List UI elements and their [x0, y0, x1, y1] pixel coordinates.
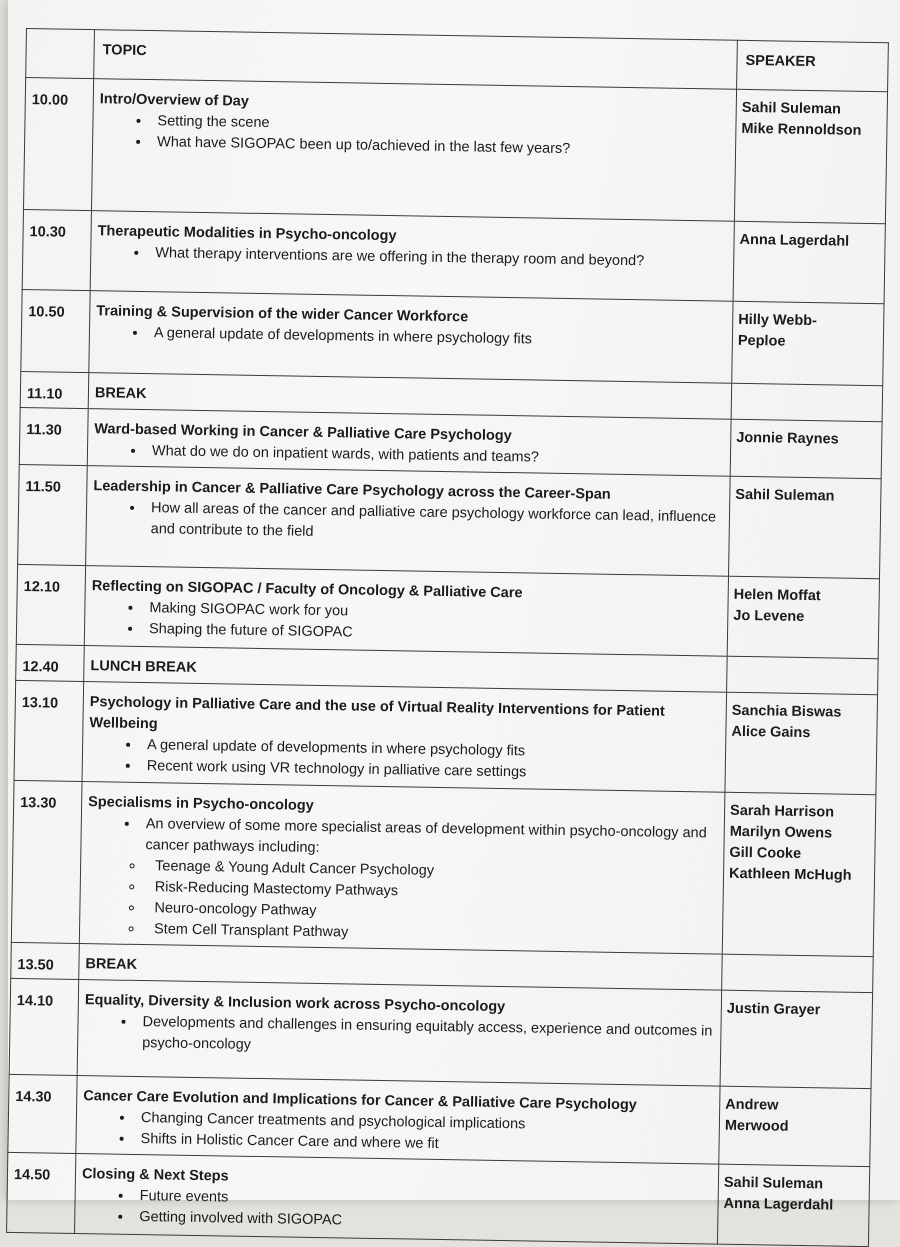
time-column-header	[26, 29, 95, 79]
session-bullet: • Getting involved with SIGOPAC	[133, 1207, 709, 1238]
printed-sheet	[8, 0, 900, 1229]
session-bullet: • A general update of developments in where psychology fits	[148, 323, 724, 354]
session-title: LUNCH BREAK	[90, 658, 197, 676]
speaker-name: Sahil Suleman	[723, 1174, 824, 1193]
session-title: Reflecting on SIGOPAC / Faculty of Oncology & Palliative Care	[91, 578, 523, 602]
session-time: 13.30	[11, 780, 82, 943]
session-title: BREAK	[94, 385, 147, 403]
speaker-name: Alice Gains	[731, 723, 811, 742]
session-time: 13.10	[14, 680, 84, 781]
session-bullet-list	[89, 734, 718, 786]
session-title: Training & Supervision of the wider Cancer Workforce	[96, 303, 469, 326]
session-speaker-cell	[720, 990, 873, 1088]
session-bullet: • What have SIGOPAC been up to/achieved in the last few years?	[151, 132, 727, 163]
agenda-row	[21, 289, 884, 385]
session-bullet: • Developments and challenges in ensuring equitably access, experience and outcomes in psycho-oncology	[136, 1012, 713, 1064]
session-bullet: • Making SIGOPAC work for you	[143, 598, 719, 629]
session-time: 12.40	[16, 644, 85, 681]
session-bullet: • Setting the scene	[151, 111, 727, 142]
session-speaker-cell	[734, 89, 887, 223]
agenda-table	[6, 28, 889, 1247]
agenda-table-wrapper	[6, 28, 888, 1247]
session-speaker-cell	[730, 419, 882, 478]
session-speaker-cell	[717, 1164, 869, 1246]
session-title: BREAK	[85, 956, 138, 973]
session-bullet-list	[81, 1185, 710, 1237]
session-time: 14.10	[9, 978, 79, 1075]
session-speaker-cell	[722, 954, 874, 992]
session-speaker-cell	[731, 383, 883, 421]
session-bullet: • What do we do on inpatient wards, with patients and teams?	[146, 441, 722, 472]
session-time: 13.50	[11, 942, 80, 979]
agenda-row	[23, 78, 887, 224]
session-topic-cell	[91, 79, 736, 222]
session-topic-cell	[76, 1075, 720, 1164]
session-title: Equality, Diversity & Inclusion work across Psycho-oncology	[84, 992, 506, 1016]
agenda-row	[18, 464, 882, 578]
agenda-row	[8, 1074, 871, 1166]
session-sub-bullet: ◦ Risk-Reducing Mastectomy Pathways	[145, 877, 715, 907]
agenda-row	[9, 978, 872, 1088]
session-time: 10.50	[21, 289, 90, 372]
speaker-name: Kathleen McHugh	[728, 865, 852, 884]
agenda-row	[14, 680, 878, 794]
agenda-row	[16, 564, 879, 658]
session-bullet: • Shifts in Holistic Cancer Care and where we fit	[134, 1129, 710, 1160]
session-time: 14.50	[7, 1152, 76, 1233]
session-title: Intro/Overview of Day	[99, 91, 250, 110]
session-topic-cell	[79, 782, 725, 955]
speaker-name: Hilly Webb-	[738, 311, 818, 330]
session-sub-bullet: ◦ Neuro-oncology Pathway	[144, 898, 714, 928]
session-topic-cell	[87, 409, 731, 477]
speaker-name: Helen Moffat	[733, 586, 821, 605]
session-bullet: • What therapy interventions are we offering in the therapy room and beyond?	[149, 243, 725, 274]
session-bullet: • Shaping the future of SIGOPAC	[143, 619, 719, 650]
session-time: 11.50	[18, 464, 88, 565]
session-topic-cell	[90, 211, 734, 302]
session-time: 10.30	[22, 209, 91, 290]
session-bullet: • How all areas of the cancer and palliative care psychology workforce can lead, influence and contribute to the field	[145, 498, 722, 550]
speaker-name: Peploe	[737, 332, 786, 350]
session-title: Leadership in Cancer & Palliative Care Psychology across the Career-Span	[93, 478, 611, 503]
speaker-name: Jo Levene	[733, 607, 805, 625]
session-speaker-cell	[729, 476, 882, 578]
topic-column-header: TOPIC	[94, 30, 738, 90]
speaker-name: Anna Lagerdahl	[739, 231, 850, 250]
session-title: Psychology in Palliative Care and the use of Virtual Reality Interventions for Patient Wellbeing	[89, 694, 665, 733]
session-time: 11.30	[19, 407, 88, 465]
session-time: 14.30	[8, 1074, 77, 1153]
speaker-name: Anna Lagerdahl	[723, 1195, 834, 1214]
speaker-name: Mike Rennoldson	[741, 120, 862, 139]
session-topic-cell	[89, 291, 733, 384]
speaker-name: Jonnie Raynes	[736, 429, 839, 448]
session-bullet: • An overview of some more specialist areas of development within psycho-oncology and cancer pathways including:	[139, 814, 716, 866]
session-title: Therapeutic Modalities in Psycho-oncology	[97, 223, 397, 245]
session-time: 10.00	[23, 78, 93, 211]
speaker-name: Merwood	[724, 1117, 789, 1135]
session-time: 12.10	[16, 564, 85, 645]
session-bullet-list	[91, 597, 720, 649]
session-bullet: • Changing Cancer treatments and psychological implications	[135, 1108, 711, 1139]
session-speaker-cell	[725, 692, 878, 794]
agenda-row	[22, 209, 885, 303]
speaker-name: Gill Cooke	[729, 844, 802, 862]
session-title: Closing & Next Steps	[81, 1166, 229, 1185]
session-topic-cell	[77, 980, 722, 1087]
agenda-row	[7, 1152, 870, 1246]
session-sub-bullet: ◦ Teenage & Young Adult Cancer Psychology	[145, 856, 715, 886]
session-title: Ward-based Working in Cancer & Palliative Care Psychology	[94, 421, 512, 445]
agenda-row	[11, 780, 876, 956]
speaker-name: Andrew	[725, 1096, 779, 1114]
session-topic-cell	[75, 1153, 719, 1244]
session-bullet-list	[84, 1011, 713, 1063]
speaker-name: Sahil Suleman	[735, 486, 835, 505]
session-topic-cell	[84, 566, 728, 657]
session-topic-cell	[82, 682, 727, 793]
session-topic-cell	[86, 466, 731, 577]
session-speaker-cell	[727, 576, 879, 658]
session-bullet-list	[93, 497, 722, 549]
speaker-name: Justin Grayer	[726, 1000, 821, 1019]
speaker-name: Marilyn Owens	[729, 823, 833, 842]
session-title: Specialisms in Psycho-oncology	[88, 794, 314, 814]
session-sub-bullet: ◦ Stem Cell Transplant Pathway	[144, 919, 714, 949]
session-speaker-cell	[722, 792, 876, 956]
session-speaker-cell	[732, 301, 884, 385]
agenda-body	[7, 78, 888, 1247]
session-speaker-cell	[733, 221, 885, 303]
speaker-column-header: SPEAKER	[737, 40, 889, 91]
speaker-name: Sanchia Biswas	[731, 702, 842, 721]
session-bullet: • A general update of developments in where psychology fits	[141, 735, 717, 766]
session-title: Cancer Care Evolution and Implications for Cancer & Palliative Care Psychology	[83, 1088, 637, 1114]
session-bullet: • Future events	[133, 1186, 709, 1217]
session-sub-bullet-list	[86, 855, 715, 949]
session-speaker-cell	[727, 656, 879, 694]
session-speaker-cell	[719, 1086, 871, 1166]
speaker-name: Sahil Suleman	[741, 99, 842, 118]
speaker-name: Sarah Harrison	[729, 802, 835, 821]
session-time: 11.10	[20, 371, 89, 408]
session-bullet: • Recent work using VR technology in palliative care settings	[141, 756, 717, 787]
